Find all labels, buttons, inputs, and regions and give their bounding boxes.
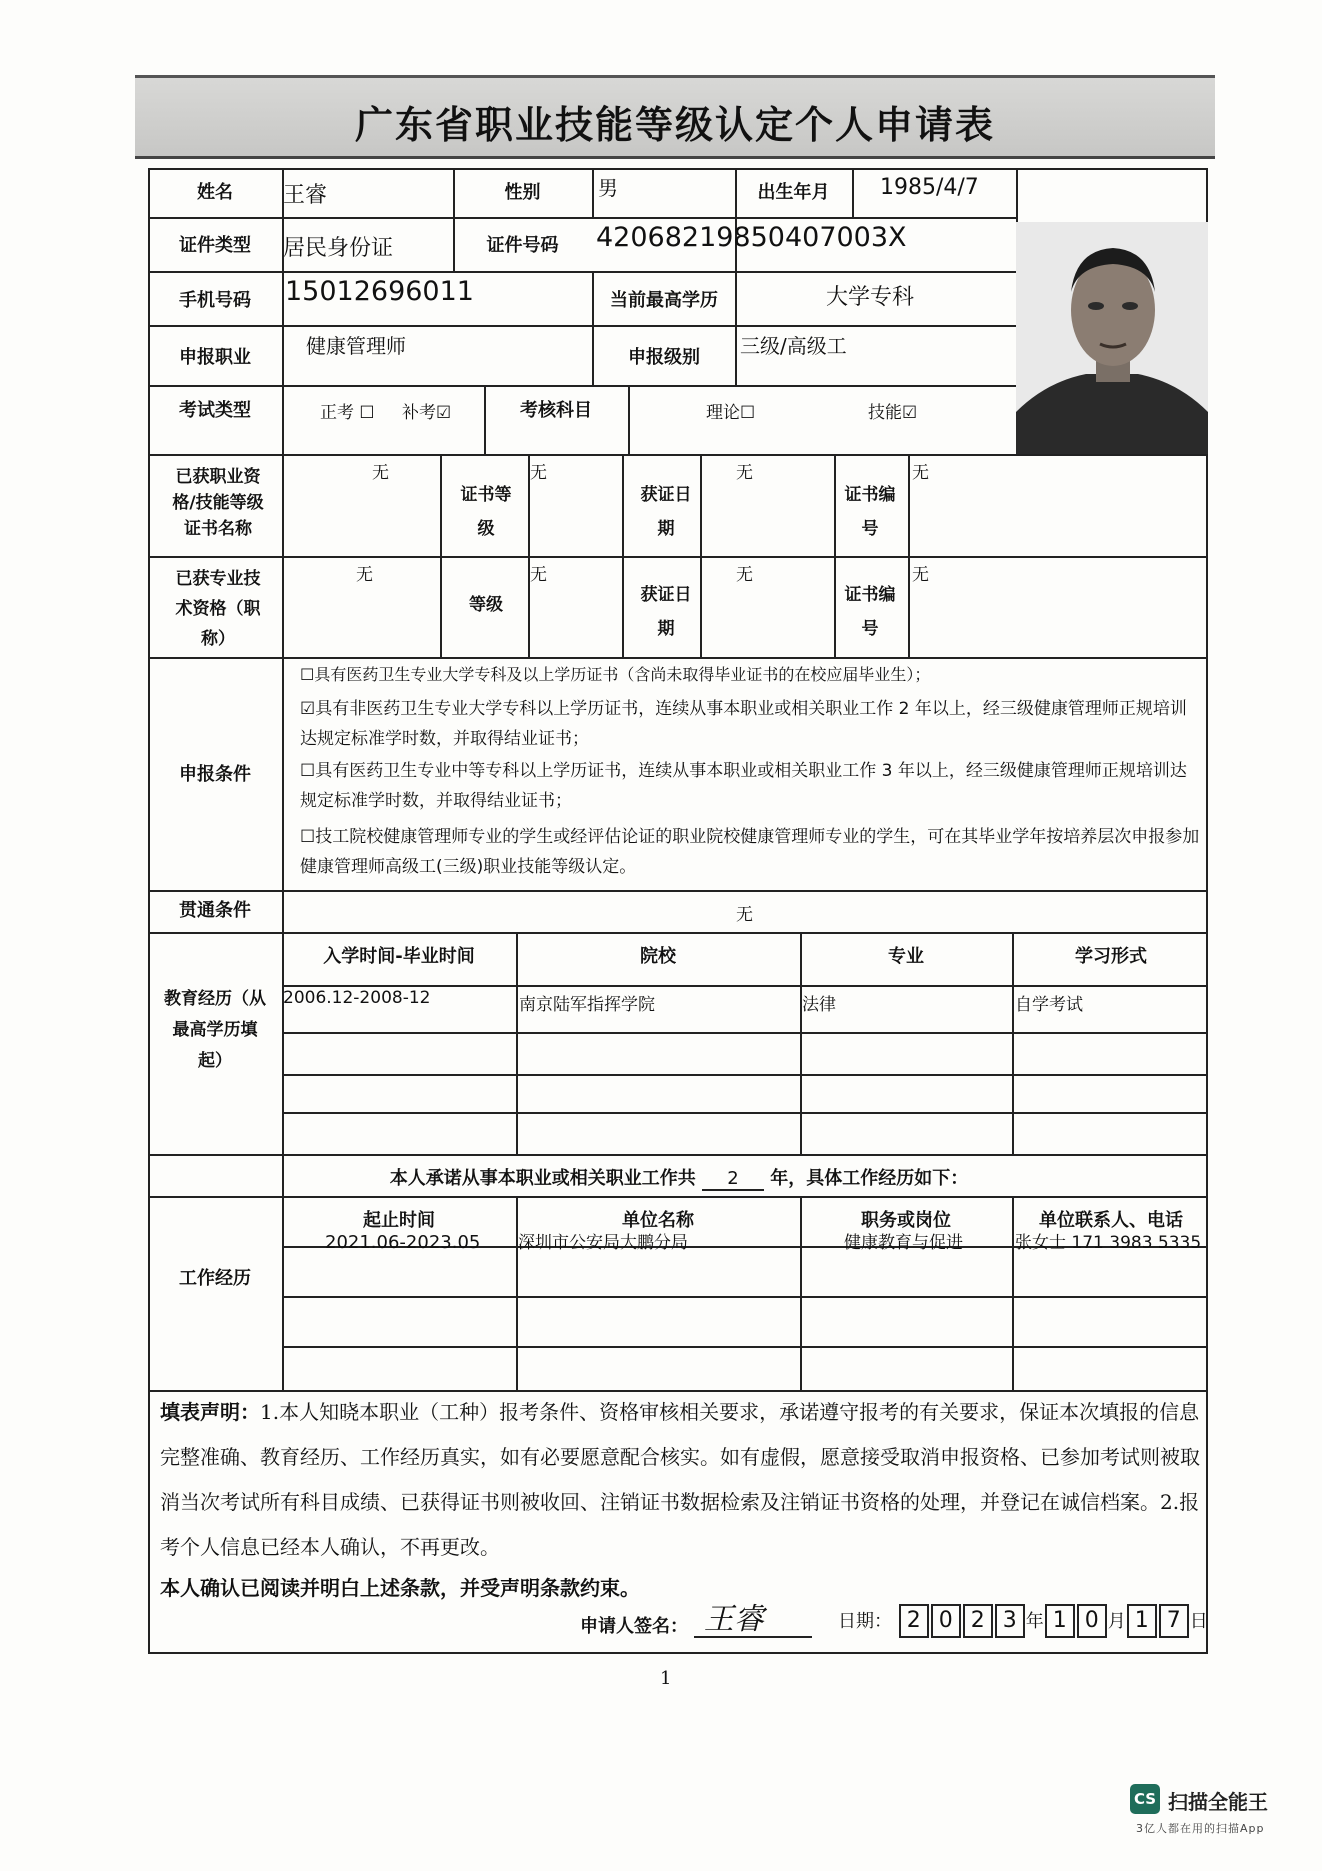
value-phone: 15012696011 [285, 276, 474, 307]
commitment-years: 2 [702, 1168, 764, 1191]
cert2-no: 无 [912, 565, 929, 585]
cert1-no: 无 [912, 463, 929, 483]
exam-regular-checkbox[interactable]: 正考 ☐ [320, 403, 375, 423]
commitment-suffix: 年，具体工作经历如下： [770, 1168, 969, 1189]
applicant-photo [1016, 222, 1208, 454]
edu-period: 2006.12-2008-12 [283, 988, 431, 1008]
sign-row [580, 1602, 812, 1638]
edu-header-school: 院校 [640, 946, 676, 967]
day-digit: 7 [1159, 1604, 1189, 1638]
work-unit: 深圳市公安局大鹏分局 [518, 1233, 688, 1253]
month-digit: 1 [1045, 1604, 1075, 1638]
edu-header-major: 专业 [888, 946, 924, 967]
day-suffix: 日 [1189, 1611, 1208, 1632]
row-divider [148, 932, 1208, 934]
condition-3[interactable]: ☐具有医药卫生专业中等专科以上学历证书，连续从事本职业或相关职业工作 3 年以上，经三级健康管理师正规培训达规定标准学时数，并取得结业证书； [300, 761, 1187, 811]
subject-theory-checkbox[interactable]: 理论☐ [706, 403, 756, 423]
label-conditions: 申报条件 [179, 764, 251, 785]
year-digit: 2 [899, 1604, 929, 1638]
col-divider [440, 454, 442, 657]
cert1-date: 无 [736, 463, 753, 483]
declaration-confirm: 本人确认已阅读并明白上述条款，并受声明条款约束。 [160, 1576, 640, 1600]
year-suffix: 年 [1025, 1611, 1044, 1632]
value-level: 三级/高级工 [740, 334, 847, 358]
label-edu: 当前最高学历 [610, 290, 718, 311]
col-divider [834, 454, 836, 657]
row-divider [148, 556, 1208, 558]
edu-header-mode: 学习形式 [1075, 946, 1147, 967]
year-digit: 2 [963, 1604, 993, 1638]
value-gender: 男 [598, 176, 618, 200]
day-digit: 1 [1127, 1604, 1157, 1638]
commitment-line [150, 1164, 1208, 1191]
label-cert1: 已获职业资格/技能等级证书名称 [172, 467, 264, 539]
row-divider [148, 890, 1208, 892]
row-divider [148, 1196, 1208, 1198]
value-name: 王睿 [283, 183, 328, 208]
value-id-type: 居民身份证 [283, 236, 394, 261]
work-contact: 张女士 171 3983 5335 [1015, 1233, 1202, 1253]
row-divider [282, 1296, 1208, 1298]
edu-major: 法律 [802, 995, 836, 1015]
label-cert2-no: 证书编号 [844, 585, 896, 639]
value-id-no: 42068219850407003X [596, 222, 907, 253]
row-divider [282, 985, 1208, 987]
edu-header-period: 入学时间-毕业时间 [323, 946, 475, 967]
col-divider [282, 168, 284, 1390]
label-exam-type: 考试类型 [179, 400, 251, 421]
row-divider [282, 1112, 1208, 1114]
row-divider [282, 1346, 1208, 1348]
cert2-date: 无 [736, 565, 753, 585]
scanner-tagline: 3亿人都在用的扫描App [1136, 1822, 1265, 1835]
row-divider [282, 1032, 1208, 1034]
condition-2[interactable]: ☑具有非医药卫生专业大学专科以上学历证书，连续从事本职业或相关职业工作 2 年以上，经三级健康管理师正规培训达规定标准学时数，并取得结业证书； [300, 699, 1187, 749]
label-level2: 等级 [469, 595, 503, 615]
commitment-prefix: 本人承诺从事本职业或相关职业工作共 [389, 1168, 696, 1189]
value-birth: 1985/4/7 [880, 175, 979, 200]
label-cert-no: 证书编号 [844, 485, 896, 539]
date-label: 日期： [838, 1611, 892, 1632]
condition-4[interactable]: ☐技工院校健康管理师专业的学生或经评估论证的职业院校健康管理师专业的学生，可在其毕业学年按培养层次申报参加健康管理师高级工(三级)职业技能等级认定。 [300, 827, 1200, 877]
cert2-level: 无 [530, 565, 547, 585]
value-through: 无 [736, 905, 753, 925]
scanner-logo-icon: CS [1130, 1784, 1160, 1814]
exam-makeup-checkbox[interactable]: 补考☑ [402, 403, 452, 423]
signature-text: 王睿 [703, 1602, 764, 1637]
col-divider [700, 454, 702, 657]
row-divider [282, 1074, 1208, 1076]
declaration-body: 1.本人知晓本职业（工种）报考条件、资格审核相关要求，承诺遵守报考的有关要求，保证本次填报的信息完整准确、教育经历、工作经历真实，如有必要愿意配合核实。如有虚假，愿意接受取消申报资格、已参加考试则被取消当次考试所有科目成绩、已获得证书则被收回、注销证书数据检索及注销证书资格的处理，并登记在诚信档案。2.报考个人信息已经本人确认，不再更改。 [160, 1400, 1200, 1559]
edu-mode: 自学考试 [1015, 995, 1083, 1015]
cert1-name: 无 [372, 463, 389, 483]
row-divider [148, 217, 1016, 219]
work-header-position: 职务或岗位 [861, 1210, 951, 1231]
label-job: 申报职业 [179, 347, 251, 368]
col-divider [628, 385, 630, 455]
label-cert2: 已获专业技术资格（职称） [175, 569, 261, 649]
declaration [160, 1390, 1200, 1570]
row-divider [148, 385, 1016, 387]
year-digit: 3 [995, 1604, 1025, 1638]
page-number: 1 [660, 1668, 672, 1689]
value-edu: 大学专科 [826, 285, 915, 310]
date-row [838, 1604, 1208, 1638]
row-divider [148, 454, 1208, 456]
subject-skill-checkbox[interactable]: 技能☑ [868, 403, 918, 423]
col-divider [908, 454, 910, 657]
row-divider [148, 325, 1016, 327]
col-divider [852, 168, 854, 218]
label-cert-date: 获证日期 [640, 485, 692, 539]
label-name: 姓名 [197, 182, 233, 203]
month-suffix: 月 [1107, 1611, 1126, 1632]
declaration-lead: 填表声明： [160, 1400, 260, 1424]
month-digit: 0 [1077, 1604, 1107, 1638]
label-through: 贯通条件 [179, 900, 251, 921]
label-education: 教育经历（从最高学历填起） [164, 989, 266, 1071]
edu-school: 南京陆军指挥学院 [519, 995, 655, 1015]
label-id-type: 证件类型 [179, 235, 251, 256]
label-id-no: 证件号码 [486, 235, 559, 256]
label-exam-subject: 考核科目 [520, 400, 592, 421]
work-header-period: 起止时间 [363, 1210, 435, 1231]
condition-1[interactable]: ☐具有医药卫生专业大学专科及以上学历证书（含尚未取得毕业证书的在校应届毕业生）； [300, 665, 931, 684]
work-header-unit: 单位名称 [622, 1210, 694, 1231]
row-divider [148, 1154, 1208, 1156]
portrait-image [1016, 222, 1208, 454]
work-header-contact: 单位联系人、电话 [1039, 1210, 1183, 1231]
work-period: 2021.06-2023.05 [325, 1232, 481, 1253]
label-birth: 出生年月 [757, 182, 830, 203]
signature [694, 1602, 812, 1638]
cert1-level: 无 [530, 463, 547, 483]
col-divider [528, 454, 530, 657]
value-job: 健康管理师 [306, 334, 406, 358]
year-digit: 0 [931, 1604, 961, 1638]
row-divider [148, 657, 1208, 659]
label-work: 工作经历 [179, 1268, 251, 1289]
label-level: 申报级别 [628, 347, 700, 368]
label-gender: 性别 [504, 182, 541, 203]
col-divider [592, 168, 594, 218]
scanner-name: 扫描全能王 [1168, 1790, 1268, 1814]
label-phone: 手机号码 [179, 290, 251, 311]
label-cert2-date: 获证日期 [640, 585, 692, 639]
row-divider [148, 271, 1016, 273]
col-divider [622, 454, 624, 657]
work-position: 健康教育与促进 [844, 1233, 963, 1253]
label-cert-level: 证书等级 [460, 485, 512, 539]
form-title: 广东省职业技能等级认定个人申请表 [354, 102, 995, 147]
title-bar [135, 75, 1215, 159]
cert2-name: 无 [356, 565, 373, 585]
sign-label: 申请人签名： [580, 1616, 688, 1637]
